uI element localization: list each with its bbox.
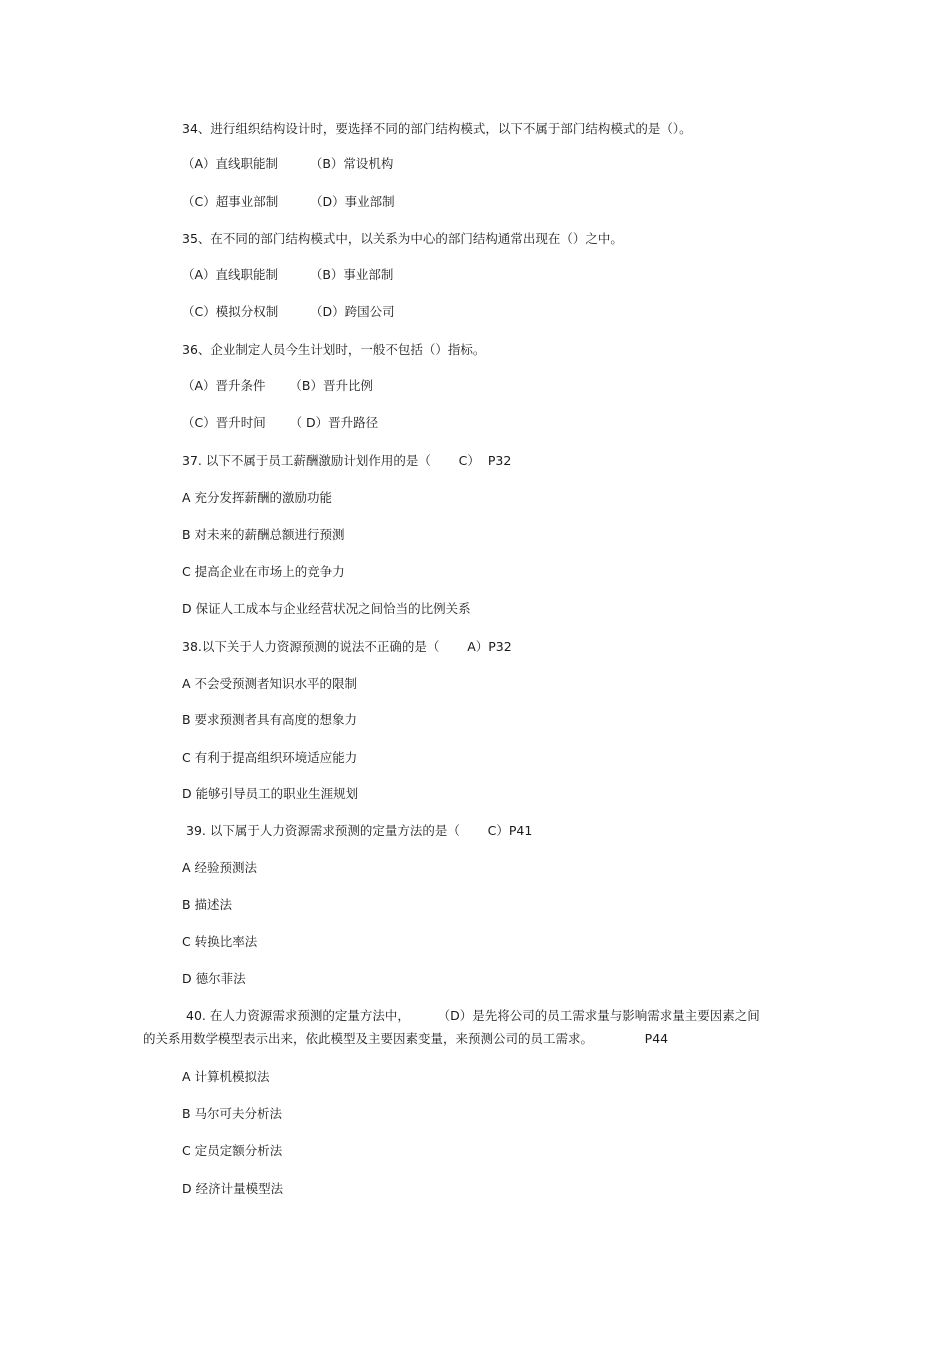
question-37-option-c: C 提高企业在市场上的竞争力 (182, 564, 345, 579)
question-40-option-a: A 计算机模拟法 (182, 1069, 270, 1084)
question-40-option-b: B 马尔可夫分析法 (182, 1106, 283, 1121)
question-39-option-c: C 转换比率法 (182, 934, 258, 949)
question-37-option-b: B 对未来的薪酬总额进行预测 (182, 527, 345, 542)
question-40-stem-line-1: 40. 在人力资源需求预测的定量方法中， （D）是先将公司的员工需求量与影响需求量主要因素之间 (186, 1008, 760, 1023)
question-38-stem: 38.以下关于人力资源预测的说法不正确的是（ A）P32 (182, 639, 512, 654)
question-35-stem: 35、在不同的部门结构模式中，以关系为中心的部门结构通常出现在（）之中。 (182, 231, 623, 246)
question-39-option-a: A 经验预测法 (182, 860, 258, 875)
question-36-stem: 36、企业制定人员今生计划时，一般不包括（）指标。 (182, 342, 486, 357)
question-40-option-c: C 定员定额分析法 (182, 1143, 283, 1158)
question-37-option-a: A 充分发挥薪酬的激励功能 (182, 490, 333, 505)
question-38-option-d: D 能够引导员工的职业生涯规划 (182, 786, 359, 801)
question-39-option-d: D 德尔菲法 (182, 971, 246, 986)
question-38-option-c: C 有利于提高组织环境适应能力 (182, 750, 358, 765)
question-38-option-b: B 要求预测者具有高度的想象力 (182, 712, 358, 727)
question-35-options-row-1: （A）直线职能制 （B）事业部制 (182, 267, 394, 282)
question-37-option-d: D 保证人工成本与企业经营状况之间恰当的比例关系 (182, 601, 471, 616)
question-38-option-a: A 不会受预测者知识水平的限制 (182, 676, 358, 691)
question-35-options-row-2: （C）模拟分权制 （D）跨国公司 (182, 304, 395, 319)
question-34-options-row-2: （C）超事业部制 （D）事业部制 (182, 194, 395, 209)
question-40-stem-line-2: 的关系用数学模型表示出来，依此模型及主要因素变量，来预测公司的员工需求。 P44 (143, 1031, 669, 1046)
question-37-stem: 37. 以下不属于员工薪酬激励计划作用的是（ C） P32 (182, 453, 512, 468)
question-34-options-row-1: （A）直线职能制 （B）常设机构 (182, 156, 394, 171)
question-34-stem: 34、进行组织结构设计时，要选择不同的部门结构模式，以下不属于部门结构模式的是（）。 (182, 121, 692, 136)
question-40-option-d: D 经济计量模型法 (182, 1181, 284, 1196)
question-39-stem: 39. 以下属于人力资源需求预测的定量方法的是（ C）P41 (186, 823, 533, 838)
question-39-option-b: B 描述法 (182, 897, 233, 912)
question-36-options-row-2: （C）晋升时间 （ D）晋升路径 (182, 415, 379, 430)
question-36-options-row-1: （A）晋升条件 （B）晋升比例 (182, 378, 373, 393)
